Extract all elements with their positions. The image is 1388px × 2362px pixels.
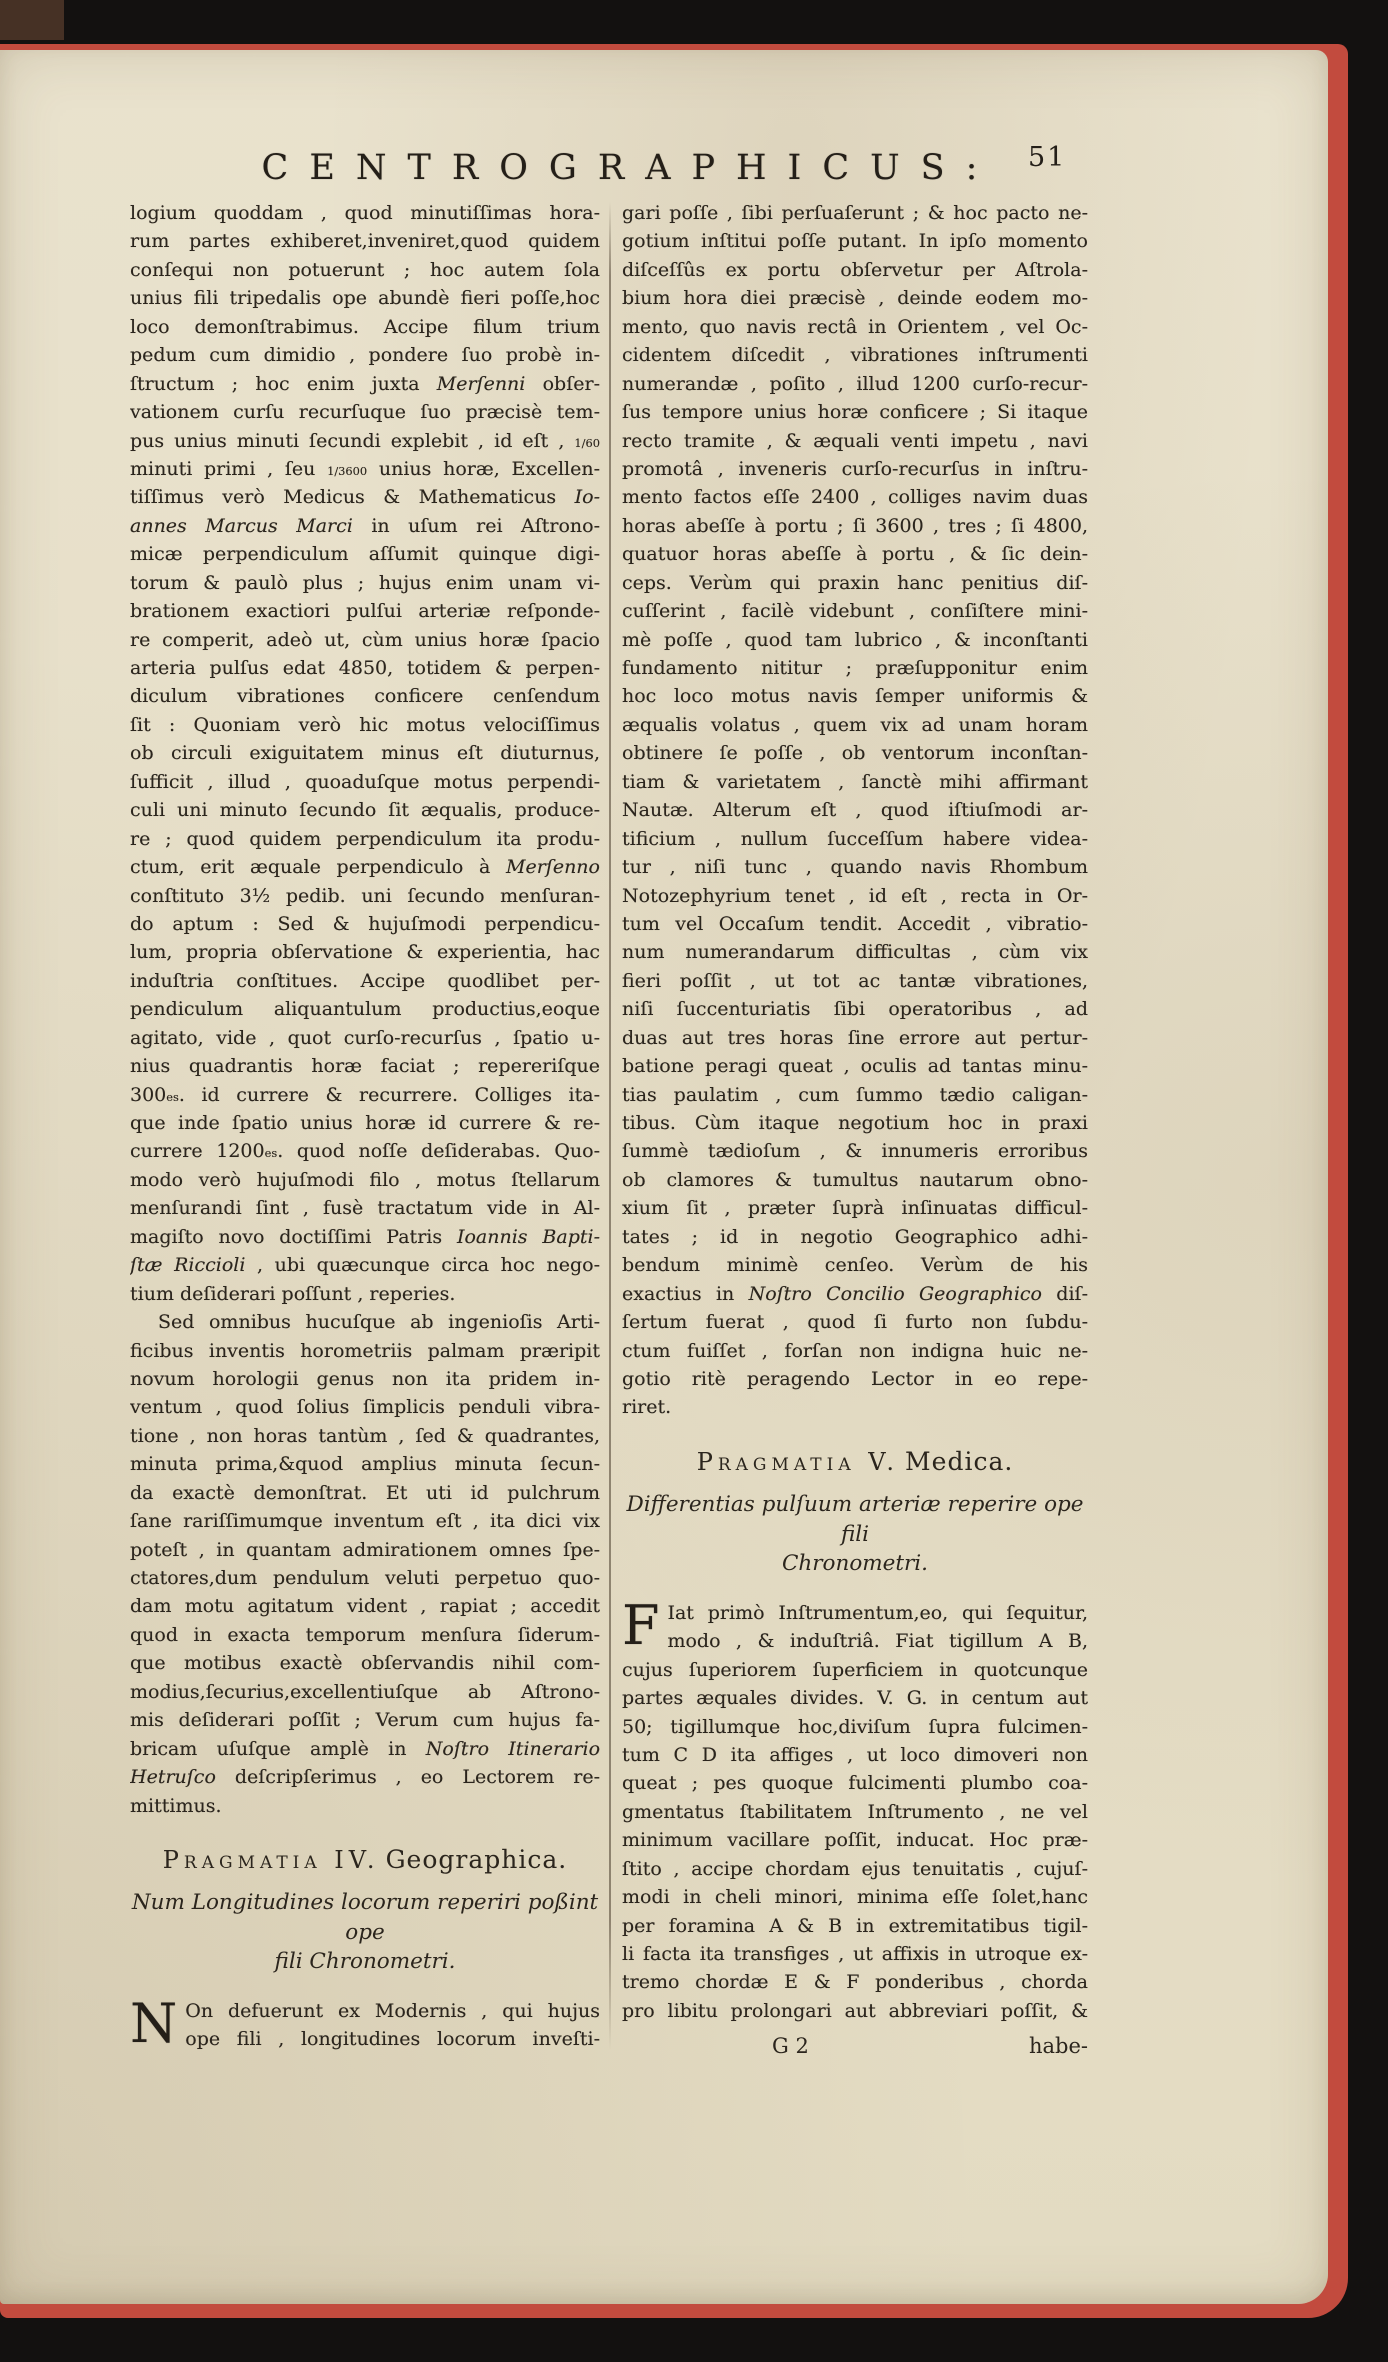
running-head <box>150 148 1110 188</box>
text-line: ſtæ Riccioli , ubi quæcunque circa hoc nego- <box>130 1254 600 1277</box>
text-line: tificium , nullum ſucceſſum habere videa- <box>622 827 1088 850</box>
text-line: Sed omnibus hucuſque ab ingenioſis Arti- <box>158 1311 600 1334</box>
text-line: ceps. Verùm qui praxin hanc penitius diſ- <box>622 571 1088 594</box>
text-line: horas abeſſe à portu ; ſi 3600 , tres ; ſi 4800, <box>622 514 1088 537</box>
text-line: pus unius minuti ſecundi explebit , id eſt , $^{1/60}$ <box>130 429 600 452</box>
text-line: numerandæ , poſito , illud 1200 curſo-recur- <box>622 372 1088 395</box>
drop-cap: N <box>130 1991 178 2055</box>
text-line: On defuerunt ex Modernis , qui hujus <box>185 1999 600 2022</box>
text-line: induſtria conſtitues. Accipe quodlibet per- <box>130 969 600 992</box>
text-line: ficibus inventis horometriis palmam præripit <box>130 1339 600 1362</box>
text-line: $300^{es}$. id currere & recurrere. Colliges ita- <box>130 1083 600 1106</box>
section-subtitle: fili Chronometri. <box>274 1949 456 1975</box>
text-line: ob clamores & tumultus nautarum obno- <box>622 1168 1088 1191</box>
text-line: bricam uſuſque amplè in Noſtro Itinerario <box>130 1737 600 1760</box>
text-line: duas aut tres horas ſine errore aut pertur- <box>622 1026 1088 1049</box>
book-page <box>0 50 1328 2304</box>
text-line: mis deſiderari poſſit ; Verum cum hujus fa- <box>130 1709 600 1732</box>
text-line: rum partes exhiberet,inveniret,quod quidem <box>130 230 600 253</box>
text-line: mè poſſe , quod tam lubrico , & inconſtanti <box>622 628 1088 651</box>
text-line: conſequi non potuerunt ; hoc autem ſola <box>130 258 600 281</box>
text-line: tum vel Occaſum tendit. Accedit , vibratio- <box>622 912 1088 935</box>
text-line: agitato, vide , quot curſo-recurſus , ſpatio u- <box>130 1026 600 1049</box>
text-line: currere $1200^{es}$. quod noſſe deſiderabas. Quo- <box>130 1140 600 1163</box>
text-line: mento, quo navis rectâ in Orientem , vel Oc- <box>622 315 1088 338</box>
text-line: xium ſit , præter ſuprà inſinuatas difficul- <box>622 1197 1088 1220</box>
opening-paragraph <box>622 1593 1088 2026</box>
text-line: tiſſimus verò Medicus & Mathematicus Io- <box>130 486 600 509</box>
text-line: ſane rariſſimumque inventum eſt , ita dici vix <box>130 1510 600 1533</box>
text-line: unius fili tripedalis ope abundè fieri poſſe,hoc <box>130 287 600 310</box>
text-line: magiſto novo doctiſſimi Patris Ioannis Bapti- <box>130 1225 600 1248</box>
text-line: tias paulatim , cum ſummo tædio caligan- <box>622 1083 1088 1106</box>
text-line: cuſſerint , facilè videbunt , conſiſtere mini- <box>622 600 1088 623</box>
text-line: mento factos eſſe 2400 , colliges navim duas <box>622 486 1088 509</box>
text-line: diculum vibrationes conficere cenſendum <box>130 685 600 708</box>
drop-cap: F <box>622 1593 660 1657</box>
text-line: promotâ , inveneris curſo-recurſus in inſtru- <box>622 457 1088 480</box>
text-line: recto tramite , & æquali venti impetu , navi <box>622 429 1088 452</box>
text-line: fundamento nititur ; præſupponitur enim <box>622 657 1088 679</box>
text-line: tur , niſi tunc , quando navis Rhombum <box>622 856 1088 879</box>
text-line: micæ perpendiculum aſſumit quinque digi- <box>130 543 600 566</box>
text-line: modo verò hujuſmodi filo , motus ſtellarum <box>130 1168 600 1191</box>
section-heading-topic: Medica. <box>905 1446 1014 1476</box>
text-line: vationem curſu recurſuque ſuo præcisè tem- <box>130 401 600 424</box>
text-line: ſufficit , illud , quoaduſque motus perpendi- <box>130 770 600 793</box>
text-line: ſummè tædioſum , & innumeris erroribus <box>622 1140 1088 1163</box>
text-line: ſtito , accipe chordam ejus tenuitatis , cujuſ- <box>622 1857 1088 1880</box>
text-line: minuta prima,&quod amplius minuta ſecun- <box>130 1453 600 1476</box>
text-line: niſi ſuccenturiatis ſibi operatoribus , ad <box>622 998 1088 1021</box>
text-line: æqualis volatus , quem vix ad unam horam <box>622 713 1088 736</box>
text-line: modi in cheli minori, minima eſſe ſolet,hanc <box>622 1886 1088 1909</box>
text-line: fieri poſſit , ut tot ac tantæ vibrationes, <box>622 969 1088 992</box>
text-line: cidentem diſcedit , vibrationes inſtrumenti <box>622 344 1088 367</box>
text-line: ctatores,dum pendulum veluti perpetuo quo- <box>130 1567 600 1589</box>
text-line: novum horologii genus non ita pridem in- <box>130 1367 600 1390</box>
text-line: que motibus exactè obſervandis nihil com- <box>130 1652 600 1675</box>
text-line: do aptum : Sed & hujuſmodi perpendicu- <box>130 912 600 935</box>
opening-paragraph <box>130 1991 600 2055</box>
text-line: ob circuli exiguitatem minus eſt diuturnus, <box>130 742 600 765</box>
text-line: menſurandi ſint , fusè tractatum vide in Al- <box>130 1197 600 1220</box>
paragraph <box>130 1308 600 1820</box>
left-column <box>130 199 600 2054</box>
text-line: cujus ſuperiorem ſuperficiem in quotcunque <box>622 1658 1088 1681</box>
text-line: tates ; id in negotio Geographico adhi- <box>622 1225 1088 1248</box>
section-heading-label: Pragmatia V. <box>696 1447 899 1476</box>
text-line: ſit : Quoniam verò hic motus velociſſimus <box>130 713 600 736</box>
text-line: tium deſiderari poſſunt , reperies. <box>130 1282 456 1305</box>
section-heading-label: Pragmatia IV. <box>162 1845 380 1874</box>
text-line: da exactè demonſtrat. Et uti id pulchrum <box>130 1481 600 1504</box>
text-line: re ; quod quidem perpendiculum ita produ- <box>130 827 600 850</box>
section-heading <box>622 1448 1088 1478</box>
text-line: tibus. Cùm itaque negotium hoc in praxi <box>622 1112 1088 1134</box>
text-line: gmentatus ſtabilitatem Inſtrumento , ne vel <box>622 1800 1088 1823</box>
text-line: Hetruſco deſcripſerimus , eo Lectorem re- <box>130 1766 600 1789</box>
page-title: CENTROGRAPHICUS: <box>261 148 999 188</box>
text-line: pendiculum aliquantulum productius,eoque <box>130 998 600 1021</box>
text-line: obtinere ſe poſſe , ob ventorum inconſtan- <box>622 742 1088 765</box>
paragraph <box>130 199 600 1308</box>
text-line: exactius in Noſtro Concilio Geographico diſ- <box>622 1282 1088 1305</box>
text-line: que inde ſpatio unius horæ id currere & re- <box>130 1112 600 1134</box>
text-line: ctum fuiſſet , forſan non indigna huic ne- <box>622 1339 1088 1362</box>
text-line: re comperit, adeò ut, cùm unius horæ ſpacio <box>130 628 600 651</box>
page-number: 51 <box>1028 142 1067 173</box>
text-line: queat ; pes quoque fulcimenti plumbo coa- <box>622 1772 1088 1795</box>
section-subtitle: Differentias pulſuum arteriæ reperire ope fili <box>626 1492 1084 1547</box>
text-line: modo , & induſtriâ. Fiat tigillum A B, <box>667 1630 1088 1653</box>
text-line: ſertum fuerat , quod ſi furto non ſubdu- <box>622 1311 1088 1334</box>
gathering-signature: G 2 <box>772 2034 809 2059</box>
text-line: gotio ritè peragendo Lector in eo repe- <box>622 1367 1088 1390</box>
right-column <box>622 199 1088 2061</box>
text-line: brationem exactiori pulſui arteriæ reſponde- <box>130 600 600 623</box>
text-line: ſtructum ; hoc enim juxta Merſenni obſer- <box>130 372 600 395</box>
column-divider <box>609 202 611 2050</box>
text-line: pro libitu prolongari aut abbreviari poſſit, & <box>622 1999 1088 2022</box>
text-line: Notozephyrium tenet , id eſt , recta in Or- <box>622 884 1088 907</box>
text-line: culi uni minuto ſecundo ſit æqualis, produce- <box>130 799 600 822</box>
book-edge-sliver <box>0 0 64 40</box>
text-line: 50; tigillumque hoc,diviſum ſupra fulcimen- <box>622 1715 1088 1738</box>
text-line: poteſt , in quantam admirationem omnes ſpe- <box>130 1538 600 1561</box>
paragraph <box>622 199 1088 1422</box>
text-line: ctum, erit æquale perpendiculo à Merſenno <box>130 856 600 879</box>
text-line: bium hora diei præcisè , deinde eodem mo- <box>622 287 1088 310</box>
text-line: annes Marcus Marci in uſum rei Aſtrono- <box>130 514 600 537</box>
section-subtitle: Chronometri. <box>781 1551 929 1577</box>
text-line: minuti primi , ſeu $^{1/3600}$ unius horæ, Excellen- <box>130 457 600 480</box>
text-line: gari poſſe , ſibi perſuaſerunt ; & hoc pacto ne- <box>622 202 1088 224</box>
text-line: lum, propria obſervatione & experientia, hac <box>130 941 600 964</box>
text-line: mittimus. <box>130 1794 222 1817</box>
text-line: batione peragi queat , oculis ad tantas minu- <box>622 1055 1088 1078</box>
text-line: Iat primò Inſtrumentum,eo, qui ſequitur, <box>667 1601 1088 1624</box>
text-line: quatuor horas abeſſe à portu , & ſic dein- <box>622 543 1088 566</box>
text-line: conſtituto 3½ pedib. uni ſecundo menſuran- <box>130 884 600 907</box>
text-line: partes æquales divides. V. G. in centum aut <box>622 1687 1088 1710</box>
text-line: nius quadrantis horæ faciat ; repereriſque <box>130 1055 600 1078</box>
signature-row <box>622 2032 1088 2060</box>
section-heading <box>130 1846 600 1876</box>
text-line: hoc loco motus navis ſemper uniformis & <box>622 685 1088 708</box>
text-line: tione , non horas tantùm , ſed & quadrantes, <box>130 1424 600 1447</box>
text-line: li facta ita transfiges , ut affixis in utroque ex- <box>622 1943 1088 1966</box>
text-line: riret. <box>622 1396 672 1419</box>
text-line: num numerandarum difficultas , cùm vix <box>622 941 1088 964</box>
text-line: bendum minimè cenſeo. Verùm de his <box>622 1254 1088 1277</box>
text-line: logium quoddam , quod minutiſſimas hora- <box>130 202 600 224</box>
text-line: modius,ſecurius,excellentiuſque ab Aſtrono- <box>130 1680 600 1703</box>
text-line: tum C D ita affiges , ut loco dimoveri non <box>622 1743 1088 1766</box>
text-line: ventum , quod ſolius ſimplicis penduli vibra- <box>130 1396 600 1419</box>
catchword: habe- <box>1028 2034 1088 2059</box>
text-line: quod in exacta temporum menſura ſiderum- <box>130 1623 600 1646</box>
text-line: Nautæ. Alterum eſt , quod iſtiuſmodi ar- <box>622 799 1088 822</box>
text-line: gotium inſtitui poſſe putant. In ipſo momento <box>622 230 1088 253</box>
text-line: loco demonſtrabimus. Accipe filum trium <box>130 315 600 338</box>
text-line: tiam & varietatem , ſanctè mihi affirmant <box>622 770 1088 793</box>
section-heading-topic: Geographica. <box>385 1844 568 1874</box>
text-line: torum & paulò plus ; hujus enim unam vi- <box>130 571 600 594</box>
text-line: per foramina A & B in extremitatibus tigil- <box>622 1914 1088 1937</box>
text-line: ope fili , longitudines locorum inveſti- <box>185 2028 600 2051</box>
text-line: arteria pulſus edat 4850, totidem & perpen- <box>130 657 600 679</box>
text-line: diſceſſûs ex portu obſervetur per Aſtrola- <box>622 258 1088 281</box>
text-line: ſus tempore unius horæ conficere ; Si itaque <box>622 401 1088 424</box>
section-subtitle: Num Longitudines locorum reperiri poßint ope <box>131 1890 599 1945</box>
text-line: tremo chordæ E & F ponderibus , chorda <box>622 1971 1088 1994</box>
text-line: dam motu agitatum vident , rapiat ; accedit <box>130 1595 600 1618</box>
text-line: pedum cum dimidio , pondere ſuo probè in- <box>130 344 600 367</box>
text-line: minimum vacillare poſſit, inducat. Hoc præ- <box>622 1829 1088 1852</box>
